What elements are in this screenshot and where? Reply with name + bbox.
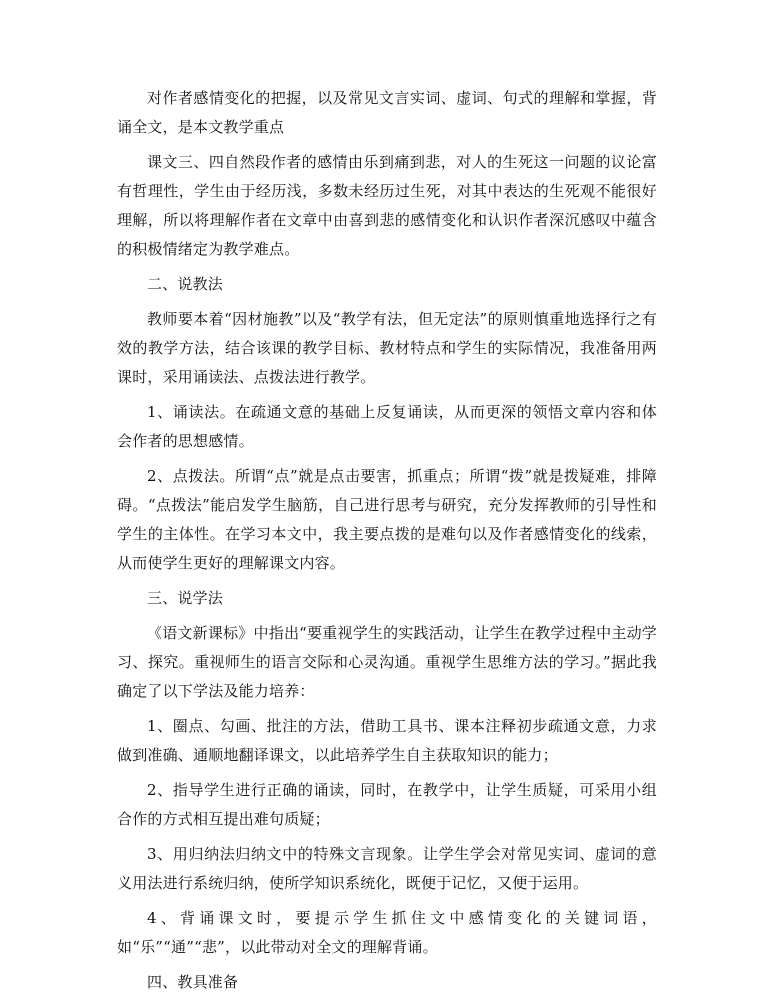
document-body — [117, 84, 657, 1003]
heading-teaching-methods: 二、说教法 — [147, 275, 224, 293]
paragraph-teaching-methods-intro: 教师要本着“因材施教”以及“教学有法，但无定法”的原则慎重地选择行之有效的教学方法，结合该课的教学目标、教材特点和学生的实际情况，我准备用两课时，采用诵读法、点拨法进行教学。 — [117, 310, 657, 386]
paragraph-learning-method-2: 2、指导学生进行正确的诵读，同时，在教学中，让学生质疑，可采用小组合作的方式相互提出难句质疑； — [117, 781, 657, 828]
paragraph-learning-method-1: 1、圈点、勾画、批注的方法，借助工具书、课本注释初步疏通文意，力求做到准确、通顺地翻译课文，以此培养学生自主获取知识的能力； — [117, 717, 657, 764]
heading-learning-methods: 三、说学法 — [147, 589, 224, 607]
paragraph-teaching-difficulty: 课文三、四自然段作者的感情由乐到痛到悲，对人的生死这一问题的议论富有哲理性，学生由于经历浅，多数未经历过生死，对其中表达的生死观不能很好理解，所以将理解作者在文章中由喜到悲的感情变化和认识作者深沉感叹中蕴含的积极情绪定为教学难点。 — [117, 153, 657, 258]
paragraph-reading-method: 1、诵读法。在疏通文意的基础上反复诵读，从而更深的领悟文章内容和体会作者的思想感情。 — [117, 403, 657, 450]
paragraph-learning-methods-intro: 《语文新课标》中指出“要重视学生的实践活动，让学生在教学过程中主动学习、探究。重视师生的语言交际和心灵沟通。重视学生思维方法的学习。”据此我确定了以下学法及能力培养： — [117, 624, 657, 700]
paragraph-teaching-focus: 对作者感情变化的把握，以及常见文言实词、虚词、句式的理解和掌握，背诵全文，是本文教学重点 — [117, 89, 657, 136]
paragraph-learning-method-4: 4、背诵课文时，要提示学生抓住文中感情变化的关键词语，如“乐”“通”“悲”，以此带动对全文的理解背诵。 — [117, 909, 657, 956]
paragraph-learning-method-3: 3、用归纳法归纳文中的特殊文言现象。让学生学会对常见实词、虚词的意义用法进行系统归纳，使所学知识系统化，既便于记忆，又便于运用。 — [117, 845, 657, 892]
heading-teaching-aids: 四、教具准备 — [147, 973, 239, 991]
paragraph-guidance-method: 2、点拨法。所谓“点”就是点击要害，抓重点；所谓“拨”就是拨疑难，排障碍。“点拨法”能启发学生脑筋，自己进行思考与研究，充分发挥教师的引导性和学生的主体性。在学习本文中，我主要点拨的是难句以及作者感情变化的线索，从而使学生更好的理解课文内容。 — [117, 467, 657, 572]
